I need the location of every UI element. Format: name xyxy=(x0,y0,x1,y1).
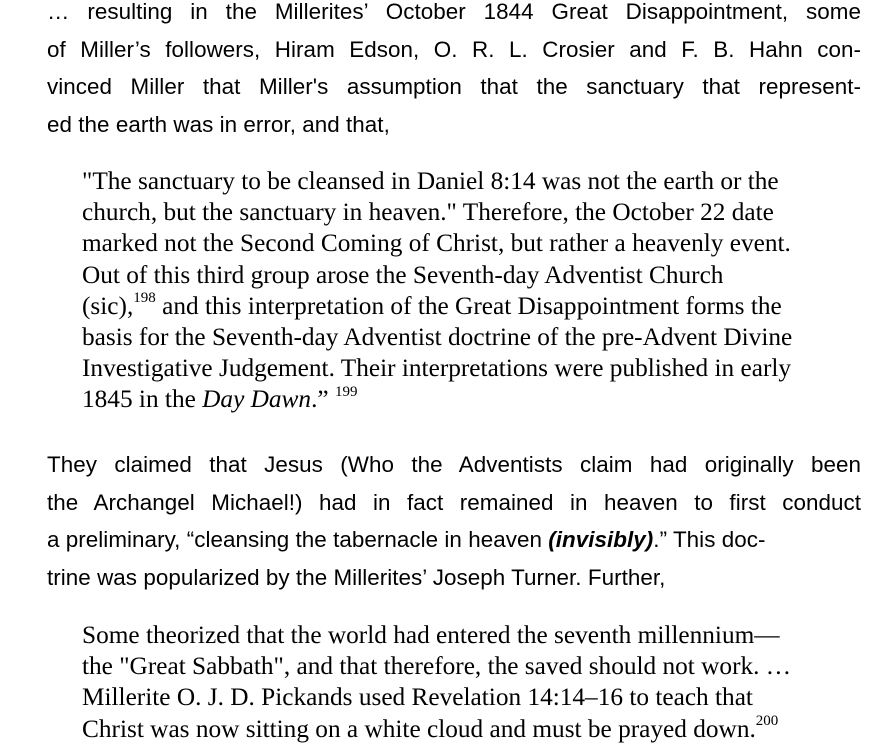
text-line: the Archangel Michael!) had in fact remained in heaven to first conduct xyxy=(47,489,861,515)
body-text: a preliminary, “cleansing the tabernacle in heaven xyxy=(47,527,549,553)
quote-line: church, but the sanctuary in heaven." Therefore, the October 22 date xyxy=(82,198,774,227)
quote-line: Millerite O. J. D. Pickands used Revelation 14:14–16 to teach that xyxy=(82,683,753,712)
text-line: of Miller’s followers, Hiram Edson, O. R. L. Crosier and F. B. Hahn con- xyxy=(47,36,861,62)
quote-text: .” xyxy=(311,385,335,414)
quote-text: and this interpretation of the Great Disappointment forms the xyxy=(155,291,782,320)
quote-line: Investigative Judgement. Their interpretations were published in early xyxy=(82,354,792,383)
quote-line: the "Great Sabbath", and that therefore, the saved should not work. … xyxy=(82,652,792,681)
footnote-ref-198[interactable]: 198 xyxy=(133,290,156,307)
quote-line xyxy=(82,291,792,322)
text-line: They claimed that Jesus (Who the Adventists claim had originally been xyxy=(47,452,861,477)
paragraph-miller-followers xyxy=(47,0,861,143)
quote-line: "The sanctuary to be cleansed in Daniel 8:14 was not the earth or the xyxy=(82,167,779,195)
text-line: ed the earth was in error, and that, xyxy=(47,111,390,137)
quote-text: Christ was now sitting on a white cloud and must be prayed down. xyxy=(82,714,756,743)
text-line: … resulting in the Millerites’ October 1844 Great Disappointment, some xyxy=(47,0,861,24)
quote-line xyxy=(82,714,791,745)
text-line xyxy=(47,521,861,559)
quote-line: Out of this third group arose the Seventh-day Adventist Church xyxy=(82,260,724,289)
block-quote-sanctuary xyxy=(82,166,792,416)
body-text: .” This doc- xyxy=(653,527,766,553)
footnote-ref-199[interactable]: 199 xyxy=(334,384,358,400)
text-line: vinced Miller that Miller's assumption that the sanctuary that represent- xyxy=(47,74,861,100)
quote-line: Some theorized that the world had entered the seventh millennium— xyxy=(82,621,780,649)
footnote-ref-200[interactable]: 200 xyxy=(755,713,779,730)
quote-line xyxy=(82,384,792,415)
block-quote-great-sabbath xyxy=(82,620,791,745)
quote-line: basis for the Seventh-day Adventist doctrine of the pre-Advent Divine xyxy=(82,323,793,352)
text-line: trine was popularized by the Millerites’ Joseph Turner. Further, xyxy=(47,564,666,590)
paragraph-adventist-claims xyxy=(47,446,861,596)
emphasis-text: (invisibly) xyxy=(548,527,654,553)
quote-text: (sic), xyxy=(82,291,134,320)
publication-title: Day Dawn xyxy=(202,385,312,414)
quote-text: 1845 in the xyxy=(82,385,203,414)
quote-line: marked not the Second Coming of Christ, but rather a heavenly event. xyxy=(82,229,791,258)
